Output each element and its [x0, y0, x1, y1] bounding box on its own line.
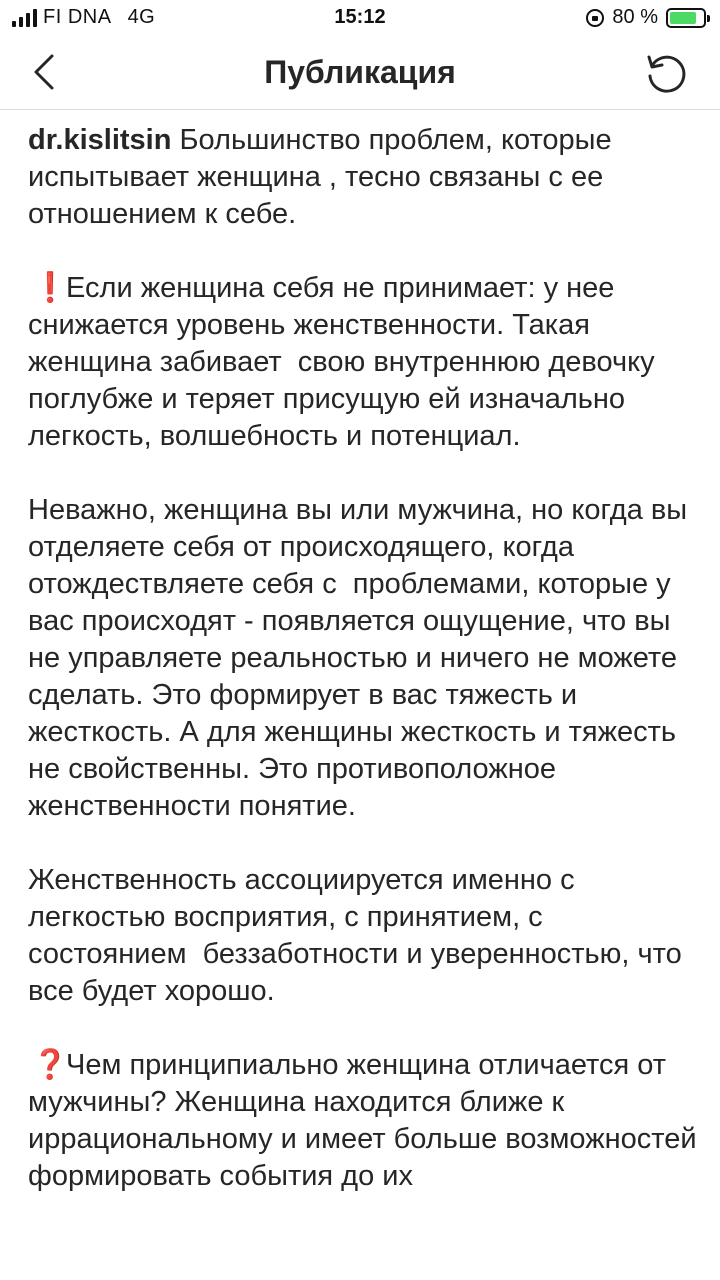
- caption-paragraph-2: Неважно, женщина вы или мужчина, но когда вы отделяете себя от происходящего, когда отождествляете себя с проблемами, которые у вас происходят - появляется ощущение, что вы не управляете реальностью и ничего не можете сделать. Это формирует в вас тяжесть и жесткость. А для женщины жесткость и тяжесть не свойственны. Это противоположное женственности понятие.: [28, 494, 704, 822]
- post-username[interactable]: dr.kislitsin: [28, 124, 172, 156]
- question-icon: ❓: [32, 1049, 69, 1081]
- post-caption: [28, 122, 705, 1232]
- battery-icon: [666, 8, 706, 28]
- carrier-name: FI DNA: [43, 6, 112, 28]
- caption-paragraph-1: [28, 270, 698, 455]
- caption-paragraph-4: [28, 1047, 705, 1195]
- exclamation-icon: ❗: [32, 272, 69, 304]
- refresh-icon: [644, 52, 688, 96]
- status-bar: [0, 0, 720, 38]
- battery-percent: 80 %: [612, 6, 658, 28]
- status-right: [586, 6, 706, 29]
- clock: 15:12: [334, 6, 386, 28]
- network-type: 4G: [127, 6, 156, 28]
- navigation-bar: [0, 38, 720, 110]
- caption-paragraph-4-text: Чем принципиально женщина отличается от мужчины? Женщина находится ближе к иррациональному и имеет больше возможностей формировать события до их: [28, 1049, 705, 1192]
- caption-intro: [28, 122, 698, 233]
- caption-paragraph-3: Женственность ассоциируется именно с легкостью восприятия, с принятием, с состоянием беззаботности и уверенностью, что все будет хорошо.: [28, 864, 690, 1007]
- refresh-button[interactable]: [642, 50, 690, 98]
- caption-paragraph-1-text: Если женщина себя не принимает: у нее снижается уровень женственности. Такая женщина забивает свою внутреннюю девочку поглубже и теряет присущую ей изначально легкость, волшебность и потенциал.: [28, 272, 663, 452]
- page-title: Публикация: [264, 54, 456, 90]
- caption-intro-text: Большинство проблем, которые испытывает женщина , тесно связаны с ее отношением к себе.: [28, 124, 620, 230]
- battery-level: [670, 12, 696, 24]
- orientation-lock-icon: [586, 9, 604, 27]
